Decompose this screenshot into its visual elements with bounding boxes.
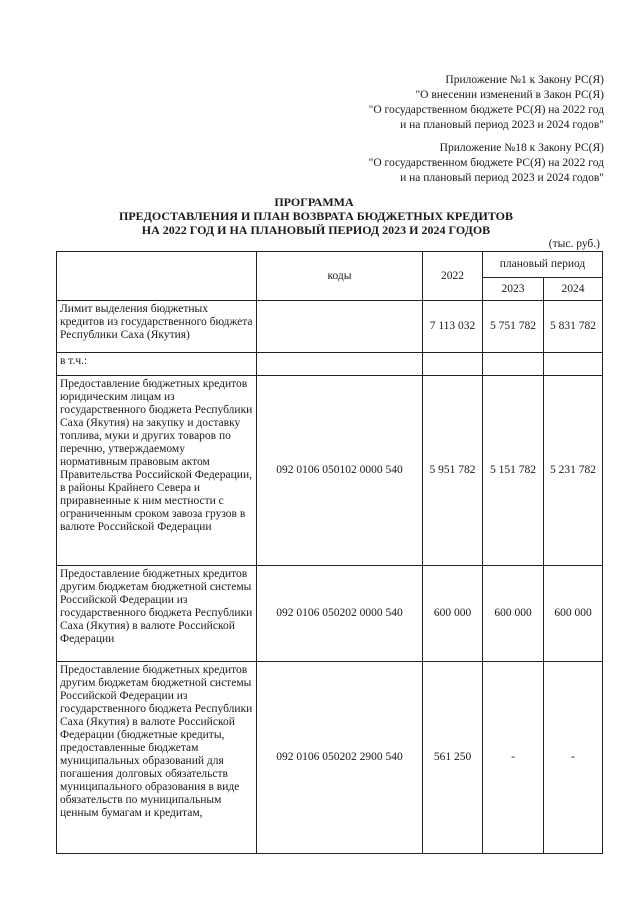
row-2022: 561 250 — [423, 662, 483, 854]
row-code: 092 0106 050202 0000 540 — [257, 566, 423, 662]
row-code: 092 0106 050102 0000 540 — [257, 376, 423, 566]
row-code: 092 0106 050202 2900 540 — [257, 662, 423, 854]
row-2022: 600 000 — [423, 566, 483, 662]
row-2022 — [423, 353, 483, 376]
appendix-1-note — [369, 73, 604, 133]
table-row — [57, 376, 603, 566]
header-2022: 2022 — [423, 252, 483, 301]
appendix-1-line: "О внесении изменений в Закон РС(Я) — [415, 89, 604, 101]
appendix-18-line: и на плановый период 2023 и 2024 годов" — [400, 172, 604, 184]
appendix-18-line: "О государственном бюджете РС(Я) на 2022 год — [368, 157, 604, 169]
table-row — [57, 566, 603, 662]
appendix-1-line: "О государственном бюджете РС(Я) на 2022 год — [368, 104, 604, 116]
header-name-cell — [57, 252, 257, 301]
appendix-18-line: Приложение №18 к Закону РС(Я) — [439, 142, 604, 154]
document-subtitle-period: НА 2022 ГОД И НА ПЛАНОВЫЙ ПЕРИОД 2023 И 2024 ГОДОВ — [141, 223, 491, 237]
row-name: Предоставление бюджетных кредитов другим бюджетам бюджетной системы Российской Федерации из государственного бюджета Республики Саха (Якутия) в валюте Российской Федерации (бюджетные кредиты, предоставленные бюджетам муниципальных образований для погашения долговых обязательств муниципального образования в виде обязательств по муниципальным ценным бумагам и кредитам, — [57, 662, 257, 854]
row-2023 — [483, 353, 544, 376]
row-name: Лимит выделения бюджетных кредитов из государственного бюджета Республики Саха (Якутия) — [57, 301, 257, 353]
row-name: Предоставление бюджетных кредитов другим бюджетам бюджетной системы Российской Федерации из государственного бюджета Республики Саха (Якутия) в валюте Российской Федерации — [57, 566, 257, 662]
table-row — [57, 662, 603, 854]
row-2024: - — [544, 662, 603, 854]
table-row — [57, 353, 603, 376]
header-codes: коды — [257, 252, 423, 301]
document-title: ПРОГРАММА — [274, 195, 354, 209]
row-name: Предоставление бюджетных кредитов юридическим лицам из государственного бюджета Республики Саха (Якутия) на закупку и доставку топлива, муки и других товаров по перечню, утверждаемому нормативным правовым актом Правительства Российской Федерации, в районы Крайнего Севера и приравненные к ним местности с ограниченным сроком завоза грузов в валюте Российской Федерации — [57, 376, 257, 566]
row-2023: 600 000 — [483, 566, 544, 662]
header-2023: 2023 — [483, 278, 544, 301]
row-2023: 5 151 782 — [483, 376, 544, 566]
budget-credits-table — [56, 251, 603, 854]
appendix-1-line: и на плановый период 2023 и 2024 годов" — [400, 119, 604, 131]
appendix-1-line: Приложение №1 к Закону РС(Я) — [445, 74, 604, 86]
header-2024: 2024 — [544, 278, 603, 301]
row-2022: 7 113 032 — [423, 301, 483, 353]
appendix-18-note — [369, 141, 604, 186]
table-header-row — [57, 252, 603, 278]
header-planned-period: плановый период — [483, 252, 603, 278]
unit-label: (тыс. руб.) — [548, 238, 600, 250]
row-2024: 600 000 — [544, 566, 603, 662]
row-code — [257, 353, 423, 376]
row-name: в т.ч.: — [57, 353, 257, 376]
row-2024 — [544, 353, 603, 376]
row-2022: 5 951 782 — [423, 376, 483, 566]
table-row — [57, 301, 603, 353]
row-code — [257, 301, 423, 353]
row-2024: 5 231 782 — [544, 376, 603, 566]
document-subtitle: ПРЕДОСТАВЛЕНИЯ И ПЛАН ВОЗВРАТА БЮДЖЕТНЫХ КРЕДИТОВ — [119, 209, 513, 223]
row-2024: 5 831 782 — [544, 301, 603, 353]
row-2023: 5 751 782 — [483, 301, 544, 353]
row-2023: - — [483, 662, 544, 854]
